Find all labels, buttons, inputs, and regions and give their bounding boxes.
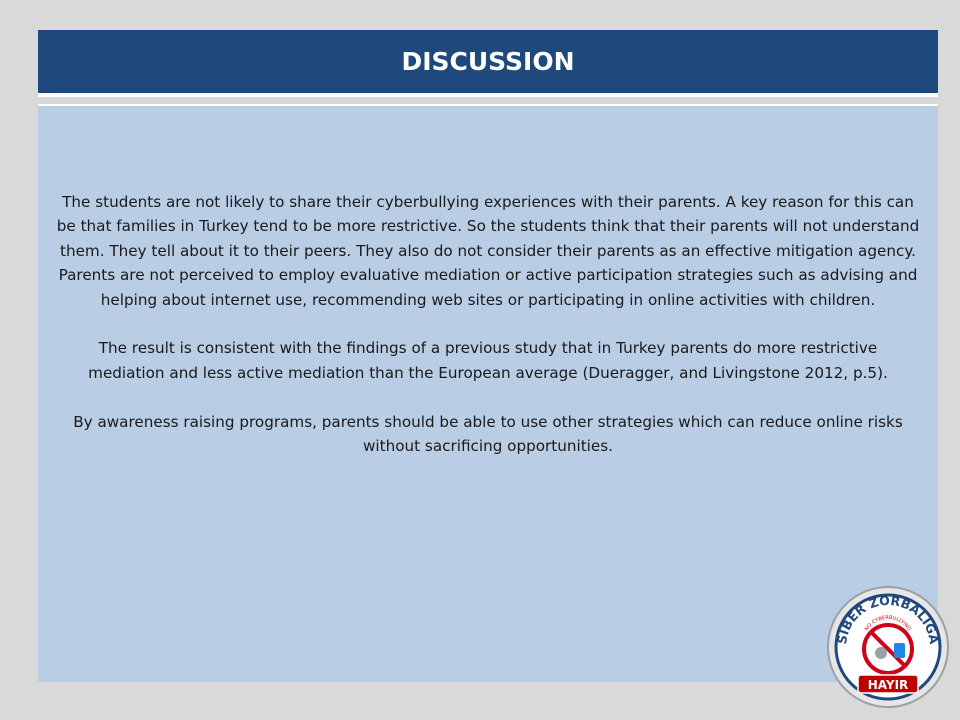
body-text [38,190,938,458]
figure-icon [875,647,887,659]
paragraph-3: By awareness raising programs, parents should be able to use other strategies which can reduce online risks without sacrificing opportunities. [73,412,903,456]
logo-inner-text: NO CYBERBULLYING [863,614,913,633]
cyberbullying-logo [826,585,950,709]
logo-top-text: SİBER ZORBALIĞA [833,592,943,646]
paragraph-2: The result is consistent with the findings of a previous study that in Turkey parents do more restrictive mediation and less active mediation than the European average (Dueragger, and Livingstone 2012, p.5). [88,339,888,382]
content-box [38,104,938,682]
paragraph-gap [38,312,938,336]
slide-header [38,30,938,97]
device-icon [894,643,905,658]
paragraph-1: The students are not likely to share their cyberbullying experiences with their parents. A key reason for this can be that families in Turkey tend to be more restrictive. So the students think that their parents will not understand them. They tell about it to their peers. They also do not consider their parents as an effective mitigation agency. Parents are not perceived to employ evaluative mediation or active participation strategies such as advising and helping about internet use, recommending web sites or participating in online activities with children. [56,193,920,309]
slide-title: DISCUSSION [401,47,575,76]
logo-bottom-text: HAYIR [867,678,909,692]
paragraph-gap [38,385,938,409]
